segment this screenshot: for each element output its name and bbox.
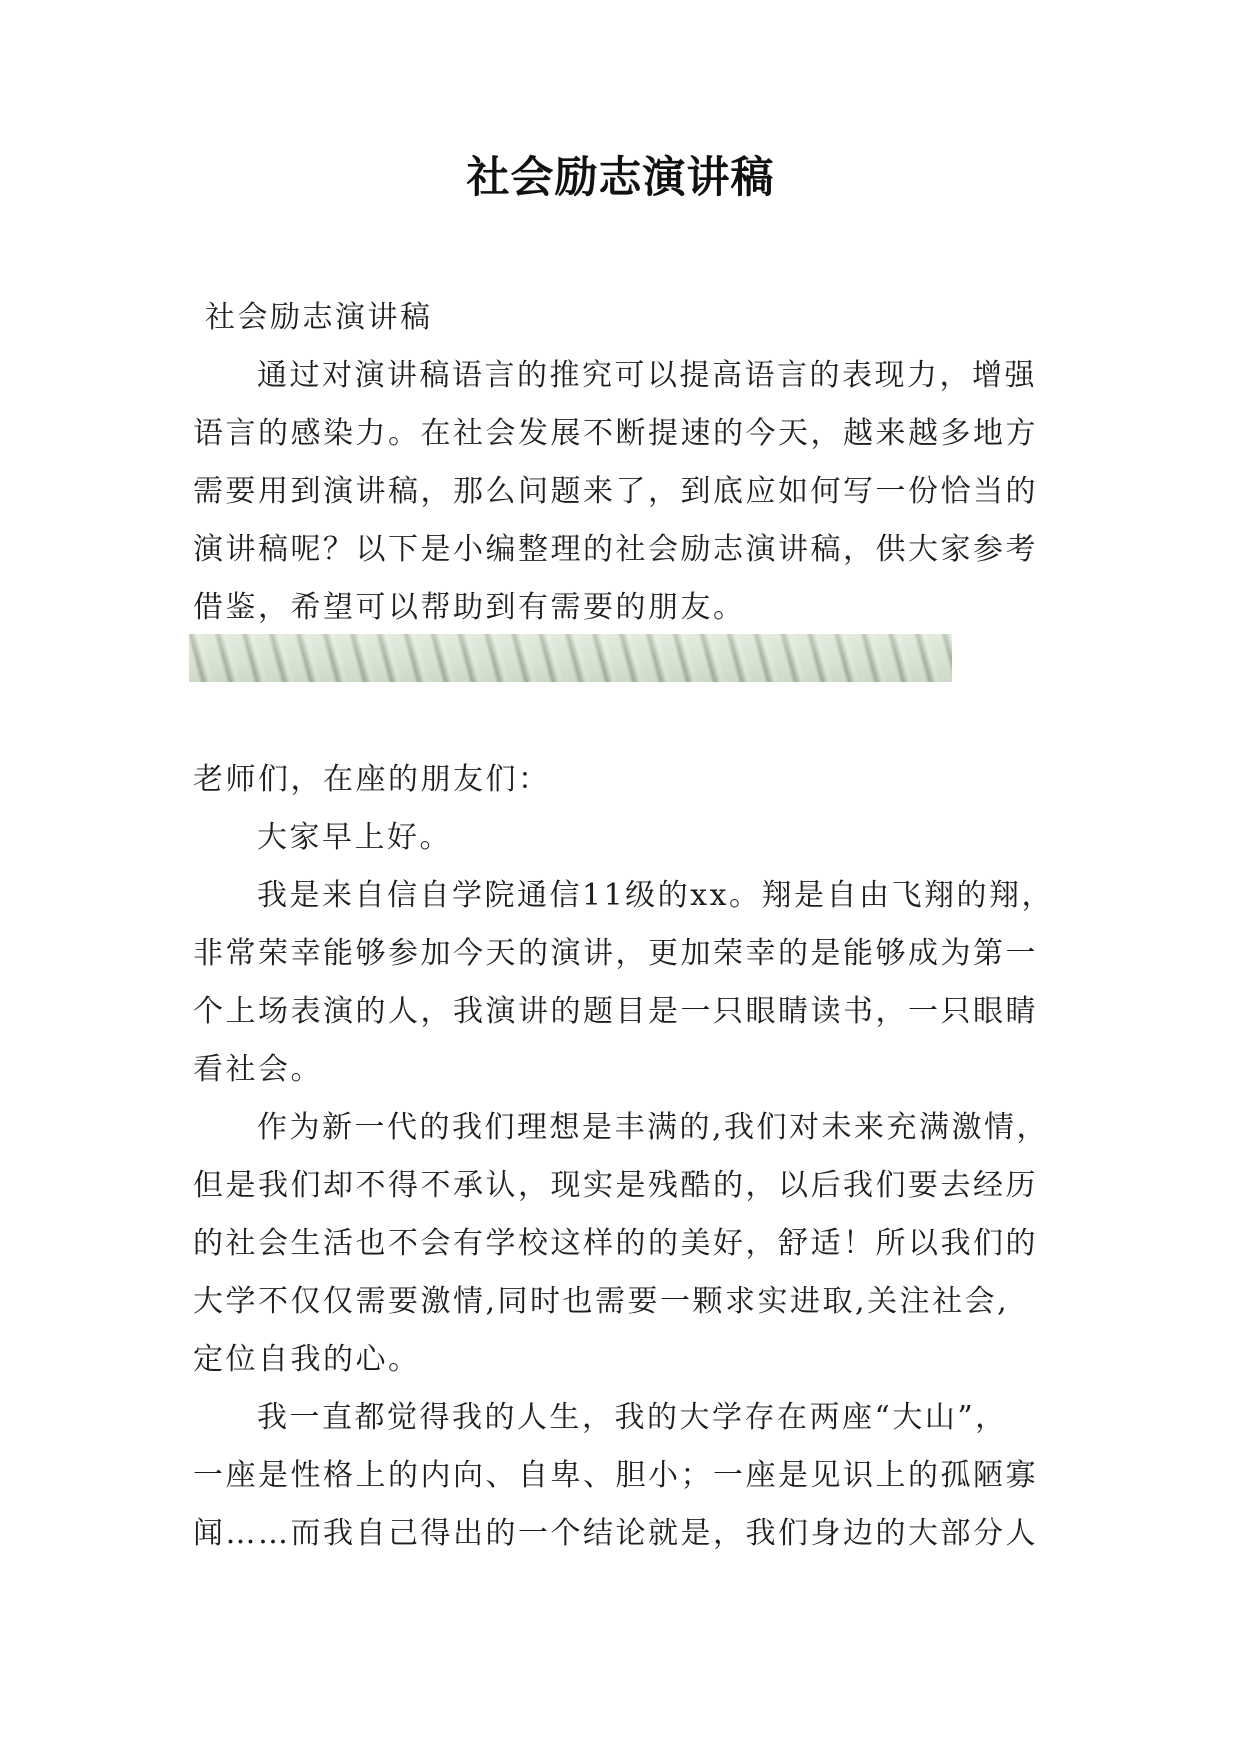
intro-line: 借鉴，希望可以帮助到有需要的朋友。	[193, 590, 746, 625]
page-title: 社会励志演讲稿	[466, 153, 775, 203]
body-line: 作为新一代的我们理想是丰满的,我们对未来充满激情，	[257, 1110, 1050, 1145]
salutation: 老师们，在座的朋友们：	[193, 762, 551, 797]
body-line: 大学不仅仅需要激情,同时也需要一颗求实进取,关注社会,	[193, 1284, 1010, 1319]
intro-line: 语言的感染力。在社会发展不断提速的今天，越来越多地方	[193, 416, 1038, 451]
intro-line: 通过对演讲稿语言的推究可以提高语言的表现力，增强	[257, 358, 1037, 393]
intro-line: 需要用到演讲稿，那么问题来了，到底应如何写一份恰当的	[193, 474, 1038, 509]
document-subtitle: 社会励志演讲稿	[205, 300, 433, 335]
decorative-banner-image	[189, 634, 952, 682]
body-line: 一座是性格上的内向、自卑、胆小；一座是见识上的孤陋寡	[193, 1458, 1038, 1493]
body-line: 我是来自信自学院通信11级的xx。翔是自由飞翔的翔，	[257, 878, 1055, 913]
body-line: 我一直都觉得我的人生，我的大学存在两座“大山”，	[257, 1400, 1008, 1435]
body-line: 看社会。	[193, 1052, 323, 1087]
body-line: 闻……而我自己得出的一个结论就是，我们身边的大部分人	[193, 1516, 1038, 1551]
body-line: 非常荣幸能够参加今天的演讲，更加荣幸的是能够成为第一	[193, 936, 1038, 971]
body-line: 定位自我的心。	[193, 1342, 421, 1377]
intro-line: 演讲稿呢？以下是小编整理的社会励志演讲稿，供大家参考	[193, 532, 1038, 567]
body-line: 但是我们却不得不承认，现实是残酷的，以后我们要去经历	[193, 1168, 1038, 1203]
greeting: 大家早上好。	[257, 820, 452, 855]
body-line: 的社会生活也不会有学校这样的的美好，舒适！所以我们的	[193, 1226, 1038, 1261]
body-line: 个上场表演的人，我演讲的题目是一只眼睛读书，一只眼睛	[193, 994, 1038, 1029]
